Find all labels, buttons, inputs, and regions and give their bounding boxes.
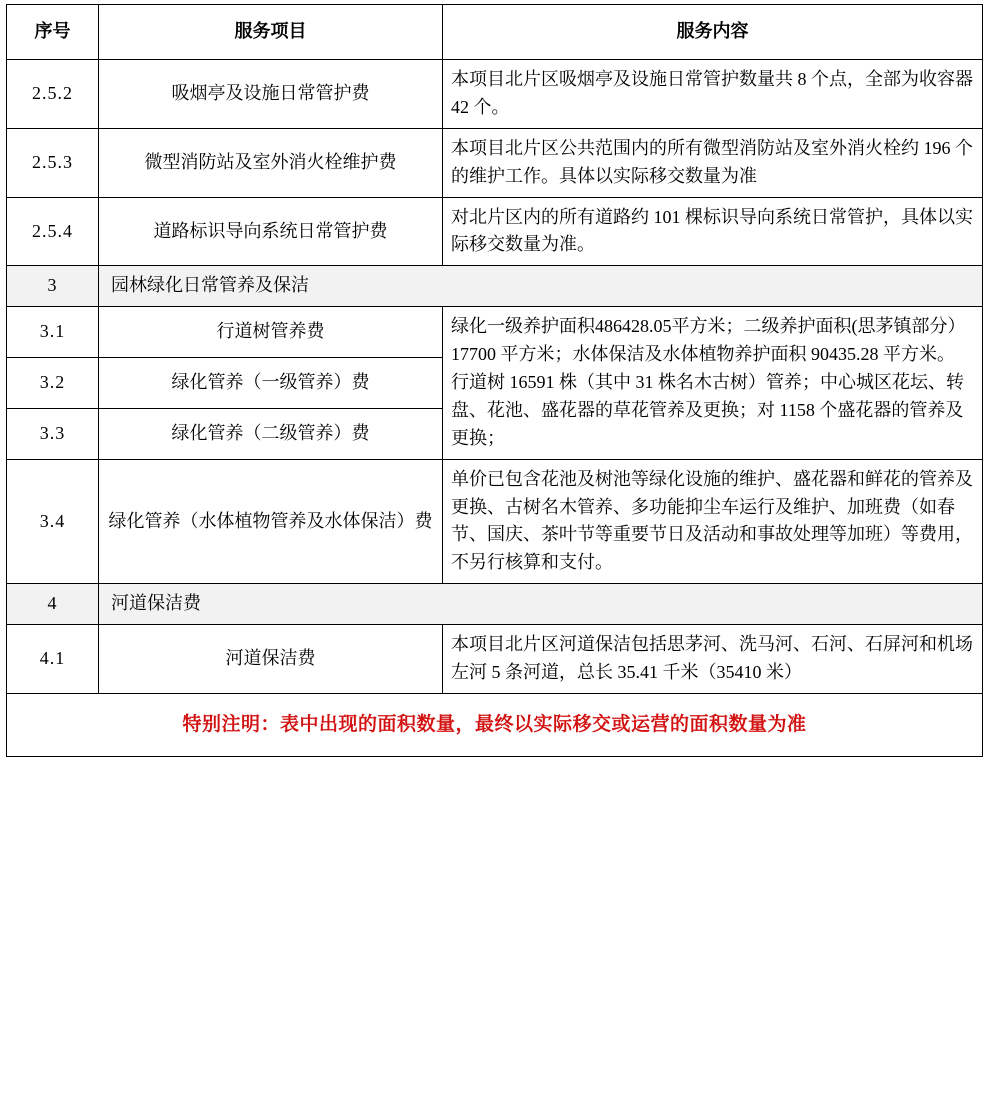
row-item: 道路标识导向系统日常管护费 <box>99 197 443 266</box>
row-desc: 本项目北片区公共范围内的所有微型消防站及室外消火栓约 196 个的维护工作。具体以实际移交数量为准 <box>443 128 983 197</box>
row-no: 4.1 <box>7 625 99 694</box>
table-header-row <box>7 5 983 60</box>
row-no: 3.2 <box>7 358 99 409</box>
row-no: 2.5.3 <box>7 128 99 197</box>
row-desc: 本项目北片区河道保洁包括思茅河、洗马河、石河、石屏河和机场左河 5 条河道，总长 35.41 千米（35410 米） <box>443 625 983 694</box>
table-row <box>7 128 983 197</box>
column-header-item: 服务项目 <box>99 5 443 60</box>
row-no: 3.3 <box>7 408 99 459</box>
row-no: 3.1 <box>7 307 99 358</box>
row-item: 河道保洁费 <box>99 625 443 694</box>
row-no: 2.5.4 <box>7 197 99 266</box>
table-group-row <box>7 266 983 307</box>
service-items-table <box>6 4 983 757</box>
table-row <box>7 459 983 584</box>
table-note-row <box>7 693 983 756</box>
column-header-no: 序号 <box>7 5 99 60</box>
table-row <box>7 307 983 358</box>
row-item: 吸烟亭及设施日常管护费 <box>99 60 443 129</box>
row-no: 2.5.2 <box>7 60 99 129</box>
table-row <box>7 625 983 694</box>
row-item: 绿化管养（水体植物管养及水体保洁）费 <box>99 459 443 584</box>
row-no: 3.4 <box>7 459 99 584</box>
group-title: 河道保洁费 <box>99 584 983 625</box>
table-row <box>7 60 983 129</box>
table-body <box>7 60 983 757</box>
table-row <box>7 197 983 266</box>
desc-paragraph-2: 行道树 16591 株（其中 31 株名木古树）管养；中心城区花坛、转盘、花池、盛花器的草花管养及更换；对 1158 个盛花器的管养及更换； <box>451 372 964 448</box>
group-title: 园林绿化日常管养及保洁 <box>99 266 983 307</box>
special-note: 特别注明：表中出现的面积数量，最终以实际移交或运营的面积数量为准 <box>7 693 983 756</box>
table-group-row <box>7 584 983 625</box>
row-item: 绿化管养（一级管养）费 <box>99 358 443 409</box>
group-no: 3 <box>7 266 99 307</box>
row-item: 微型消防站及室外消火栓维护费 <box>99 128 443 197</box>
column-header-content: 服务内容 <box>443 5 983 60</box>
row-desc: 对北片区内的所有道路约 101 棵标识导向系统日常管护，具体以实际移交数量为准。 <box>443 197 983 266</box>
group-no: 4 <box>7 584 99 625</box>
row-desc: 本项目北片区吸烟亭及设施日常管护数量共 8 个点，全部为收容器 42 个。 <box>443 60 983 129</box>
row-desc: 单价已包含花池及树池等绿化设施的维护、盛花器和鲜花的管养及更换、古树名木管养、多功能抑尘车运行及维护、加班费（如春节、国庆、茶叶节等重要节日及活动和事故处理等加班）等费用，不另行核算和支付。 <box>443 459 983 584</box>
row-item: 行道树管养费 <box>99 307 443 358</box>
row-item: 绿化管养（二级管养）费 <box>99 408 443 459</box>
desc-paragraph-1: 绿化一级养护面积486428.05平方米；二级养护面积(思茅镇部分）17700 平方米；水体保洁及水体植物养护面积 90435.28 平方米。 <box>451 316 966 365</box>
row-desc-merged <box>443 307 983 459</box>
table-header <box>7 5 983 60</box>
